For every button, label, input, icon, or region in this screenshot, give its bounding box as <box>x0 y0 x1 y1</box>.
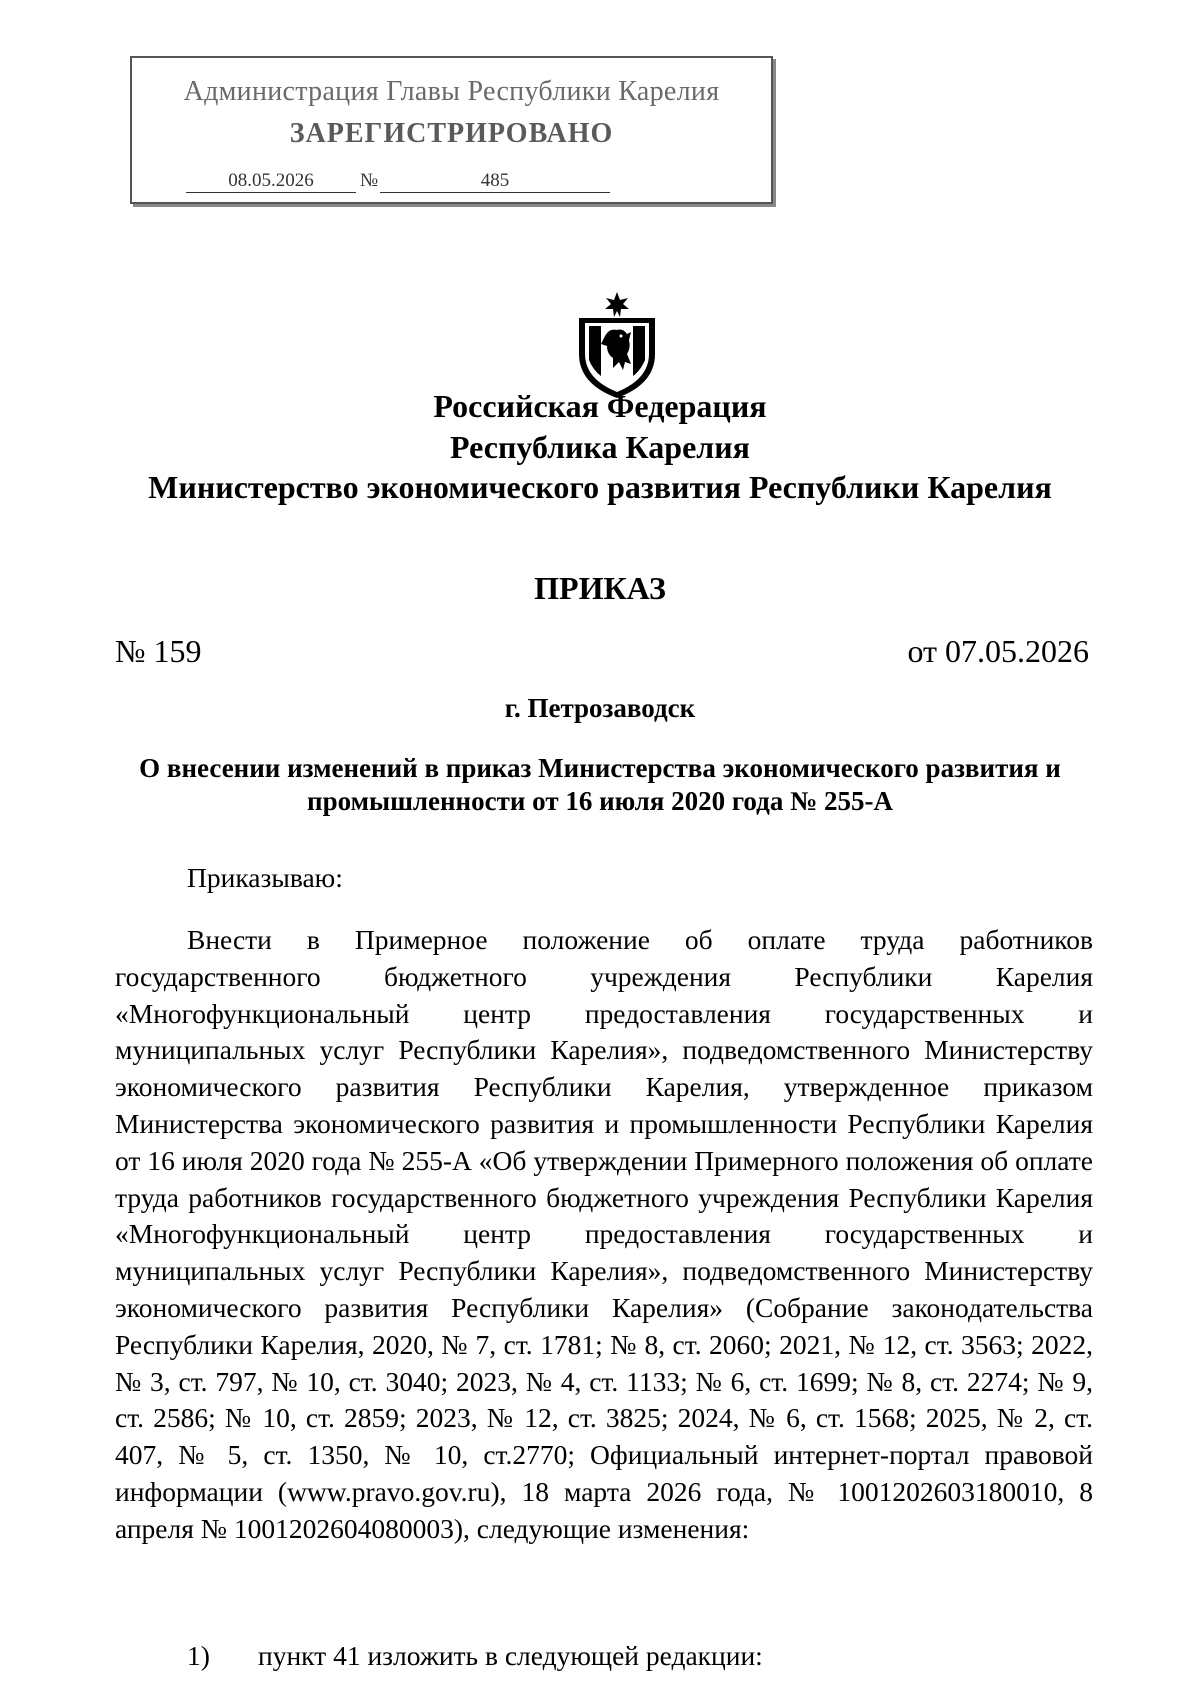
stamp-status: ЗАРЕГИСТРИРОВАНО <box>289 118 614 149</box>
order-date: от 07.05.2026 <box>907 633 1089 669</box>
header-republic: Республика Карелия <box>450 429 750 465</box>
main-paragraph: Внести в Примерное положение об оплате труда работников государственного бюджетного учреждения Республики Карелия «Многофункциональный центр предоставления государственных и муниципальных услуг Республики Карелия», подведомственного Министерству экономического развития Республики Карелия, утвержденное приказом Министерства экономического развития и промышленности Республики Карелия от 16 июля 2020 года № 255-А «Об утверждении Примерного положения об оплате труда работников государственного бюджетного учреждения Республики Карелия «Многофункциональный центр предоставления государственных и муниципальных услуг Республики Карелия», подведомственного Министерству экономического развития Республики Карелия» (Собрание законодательства Республики Карелия, 2020, № 7, ст. 1781; № 8, ст. 2060; 2021, № 12, ст. 3563; 2022, № 3, ст. 797, № 10, ст. 3040; 2023, № 4, ст. 1133; № 6, ст. 1699; № 8, ст. 2274; № 9, ст. 2586; № 10, ст. 2859; 2023, № 12, ст. 3825; 2024, № 6, ст. 1568; 2025, № 2, ст. 407, № 5, ст. 1350, № 10, ст.2770; Официальный интернет-портал правовой информации (www.pravo.gov.ru), 18 марта 2026 года, № 1001202603180010, 8 апреля № 1001202604080003), следующие изменения: <box>115 924 1093 1544</box>
decree-word: Приказываю: <box>187 862 343 893</box>
header-country: Российская Федерация <box>433 388 767 424</box>
stamp-date: 08.05.2026 <box>186 170 356 193</box>
list-item-number: 1) <box>187 1640 210 1671</box>
document-title: О внесении изменений в приказ Министерства экономического развития и промышленности от 16 июля 2020 года № 255-А <box>139 753 1061 816</box>
karelia-coat-of-arms-icon <box>571 290 663 400</box>
header-ministry: Министерство экономического развития Республики Карелия <box>148 469 1052 505</box>
doc-type: ПРИКАЗ <box>534 570 666 606</box>
registration-stamp <box>130 56 773 204</box>
order-number: № 159 <box>115 633 202 669</box>
stamp-organization: Администрация Главы Республики Карелия <box>183 76 720 107</box>
city: г. Петрозаводск <box>504 693 696 723</box>
list-item-text: пункт 41 изложить в следующей редакции: <box>258 1640 763 1671</box>
stamp-number-label: № <box>360 170 379 191</box>
stamp-number: 485 <box>380 170 610 193</box>
